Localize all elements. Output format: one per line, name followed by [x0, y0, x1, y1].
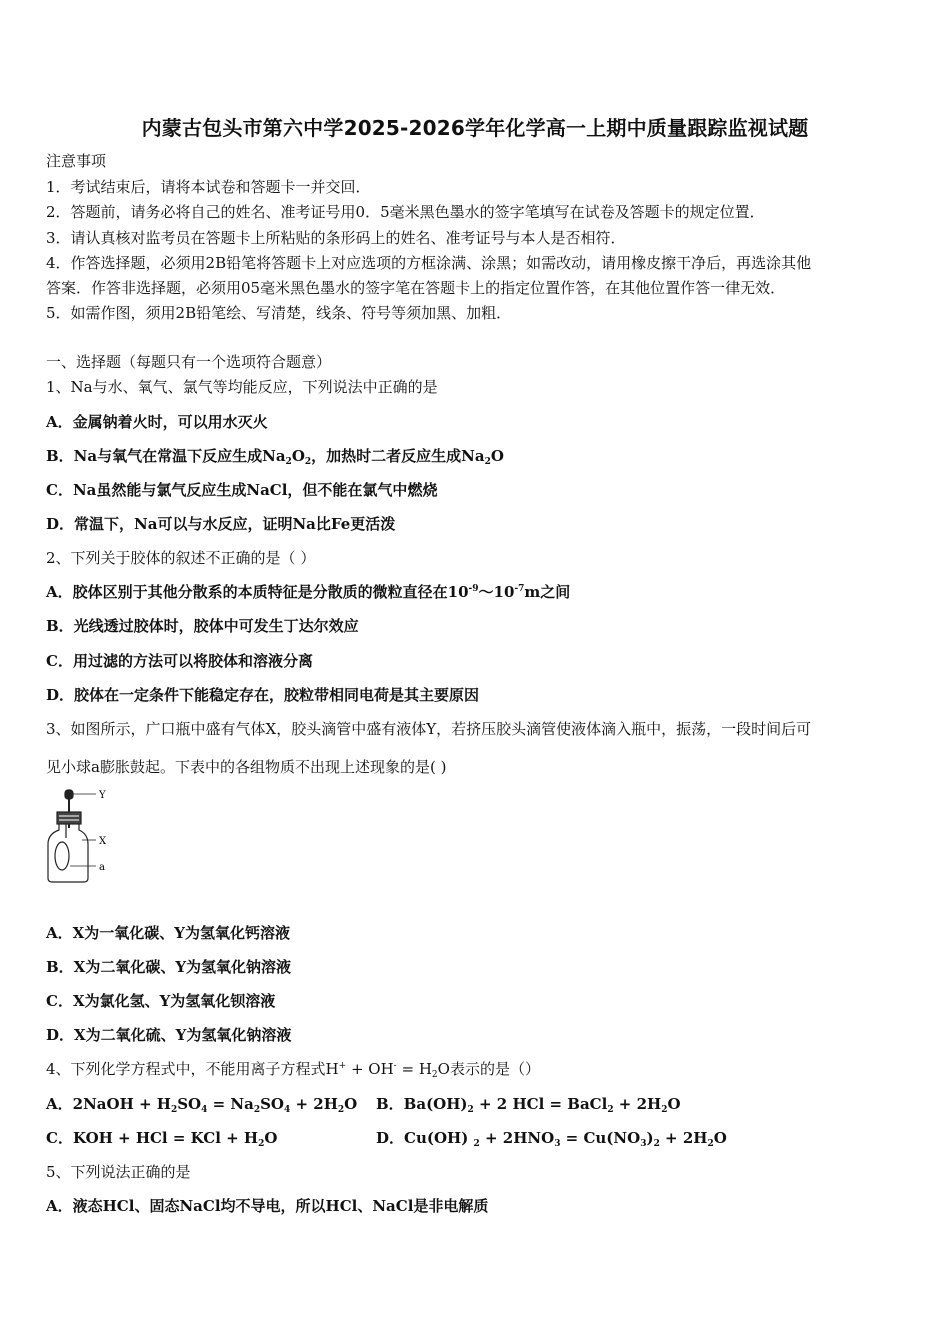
text: D．Cu(OH) — [376, 1129, 474, 1147]
text: ，加热时二者反应生成Na — [311, 447, 485, 465]
subscript: 2 — [467, 1105, 474, 1115]
text: O — [713, 1129, 727, 1147]
subscript: 2 — [285, 457, 292, 467]
question-4-option-b — [376, 1093, 681, 1115]
question-2-option-a — [46, 581, 570, 602]
question-4-option-c — [46, 1127, 277, 1149]
text: B．Na与氧气在常温下反应生成Na — [46, 447, 286, 465]
label-y: Y — [99, 790, 106, 801]
text: + 2H — [613, 1095, 662, 1113]
question-1-stem: 1、Na与水、氧气、氯气等均能反应，下列说法中正确的是 — [46, 378, 438, 396]
subscript: 2 — [304, 457, 312, 467]
subscript: 2 — [337, 1105, 345, 1115]
question-1-option-a: A．金属钠着火时，可以用水灭火 — [46, 413, 268, 431]
note-item: 答案．作答非选择题，必须用05毫米黑色墨水的签字笔在答题卡上的指定位置作答，在其他位置作答一律无效． — [46, 279, 786, 297]
note-item: 2．答题前，请务必将自己的姓名、准考证号用0．5毫米黑色墨水的签字笔填写在试卷及答题卡的规定位置． — [46, 203, 765, 221]
question-5-stem: 5、下列说法正确的是 — [46, 1163, 191, 1181]
text: O — [344, 1095, 358, 1113]
question-4-stem — [46, 1058, 540, 1080]
subscript: 3 — [640, 1139, 647, 1149]
question-5-option-a: A．液态HCl、固态NaCl均不导电，所以HCl、NaCl是非电解质 — [46, 1197, 489, 1215]
text: ～10 — [478, 583, 515, 601]
text: C．KOH + HCl = KCl + H — [46, 1129, 259, 1147]
subscript: 2 — [170, 1105, 178, 1115]
question-3-stem: 见小球a膨胀鼓起。下表中的各组物质不出现上述现象的是( ) — [46, 758, 447, 776]
text: = H — [396, 1060, 432, 1078]
label-x: X — [99, 836, 107, 847]
question-3-option-c: C．X为氯化氢、Y为氢氧化钡溶液 — [46, 992, 276, 1010]
question-2-option-d: D．胶体在一定条件下能稳定存在，胶粒带相同电荷是其主要原因 — [46, 686, 480, 704]
text: 4、下列化学方程式中，不能用离子方程式H — [46, 1060, 339, 1078]
text: + OH — [346, 1060, 394, 1078]
subscript: 4 — [201, 1105, 208, 1115]
note-item: 3．请认真核对监考员在答题卡上所粘贴的条形码上的姓名、准考证号与本人是否相符． — [46, 229, 626, 247]
question-3-stem: 3、如图所示，广口瓶中盛有气体X，胶头滴管中盛有液体Y，若挤压胶头滴管使液体滴入瓶中，振荡，一段时间后可 — [46, 720, 812, 738]
text: = Na — [207, 1095, 254, 1113]
subscript: 2 — [258, 1139, 265, 1149]
text: + 2 HCl = BaCl — [473, 1095, 608, 1113]
subscript: 2 — [431, 1070, 438, 1080]
text: SO — [177, 1095, 202, 1113]
subscript: 4 — [284, 1105, 291, 1115]
question-4-option-a — [46, 1093, 357, 1115]
stopper — [57, 812, 81, 824]
page-title: 内蒙古包头市第六中学2025-2026学年化学高一上期中质量跟踪监视试题 — [141, 116, 809, 140]
text: m之间 — [524, 583, 571, 601]
subscript: 2 — [661, 1105, 668, 1115]
question-2-option-b: B．光线透过胶体时，胶体中可发生丁达尔效应 — [46, 617, 359, 635]
text: O — [490, 447, 504, 465]
superscript: -9 — [468, 584, 479, 594]
question-1-option-b — [46, 445, 504, 467]
question-3-option-a: A．X为一氧化碳、Y为氢氧化钙溶液 — [46, 924, 290, 942]
subscript: 2 — [473, 1139, 480, 1149]
subscript: 2 — [707, 1139, 714, 1149]
subscript: 2 — [253, 1105, 261, 1115]
wide-mouth-bottle — [48, 824, 88, 882]
dropper-bulb — [65, 790, 73, 799]
note-item: 5．如需作图，须用2B铅笔绘、写清楚，线条、符号等须加黑、加粗． — [46, 304, 512, 322]
text: ) — [646, 1129, 654, 1147]
question-2-stem: 2、下列关于胶体的叙述不正确的是（ ） — [46, 549, 316, 567]
text: A．胶体区别于其他分散系的本质特征是分散质的微粒直径在10 — [46, 583, 469, 601]
subscript: 2 — [653, 1139, 660, 1149]
question-1-option-c: C．Na虽然能与氯气反应生成NaCl，但不能在氯气中燃烧 — [46, 481, 438, 499]
subscript: 2 — [607, 1105, 614, 1115]
question-4-option-d — [376, 1127, 727, 1149]
note-item: 4．作答选择题，必须用2B铅笔将答题卡上对应选项的方框涂满、涂黑；如需改动，请用橡皮擦干净后，再选涂其他 — [46, 254, 812, 272]
text: + 2H — [659, 1129, 708, 1147]
note-item: 1．考试结束后，请将本试卷和答题卡一并交回． — [46, 178, 371, 196]
question-3-option-b: B．X为二氧化碳、Y为氢氧化钠溶液 — [46, 958, 292, 976]
question-2-option-c: C．用过滤的方法可以将胶体和溶液分离 — [46, 652, 313, 670]
question-3-option-d: D．X为二氧化硫、Y为氢氧化钠溶液 — [46, 1026, 292, 1044]
subscript: 3 — [554, 1139, 561, 1149]
text: + 2HNO — [479, 1129, 555, 1147]
text: O — [667, 1095, 681, 1113]
text: = Cu(NO — [560, 1129, 641, 1147]
text: + 2H — [290, 1095, 338, 1113]
text: O — [291, 447, 305, 465]
superscript: -7 — [514, 584, 525, 594]
text: SO — [260, 1095, 284, 1113]
flask-dropper-figure — [44, 786, 114, 886]
superscript: - — [393, 1061, 397, 1071]
text: O — [264, 1129, 278, 1147]
text: B．Ba(OH) — [376, 1095, 468, 1113]
label-a: a — [99, 862, 105, 873]
superscript: + — [338, 1061, 347, 1071]
question-1-option-d: D．常温下，Na可以与水反应，证明Na比Fe更活泼 — [46, 515, 396, 533]
text: A．2NaOH + H — [46, 1095, 171, 1113]
section-heading: 一、选择题（每题只有一个选项符合题意） — [46, 353, 332, 371]
notes-heading: 注意事项 — [46, 152, 107, 170]
balloon — [55, 842, 69, 870]
text: O表示的是（） — [437, 1060, 540, 1078]
subscript: 2 — [484, 457, 491, 467]
